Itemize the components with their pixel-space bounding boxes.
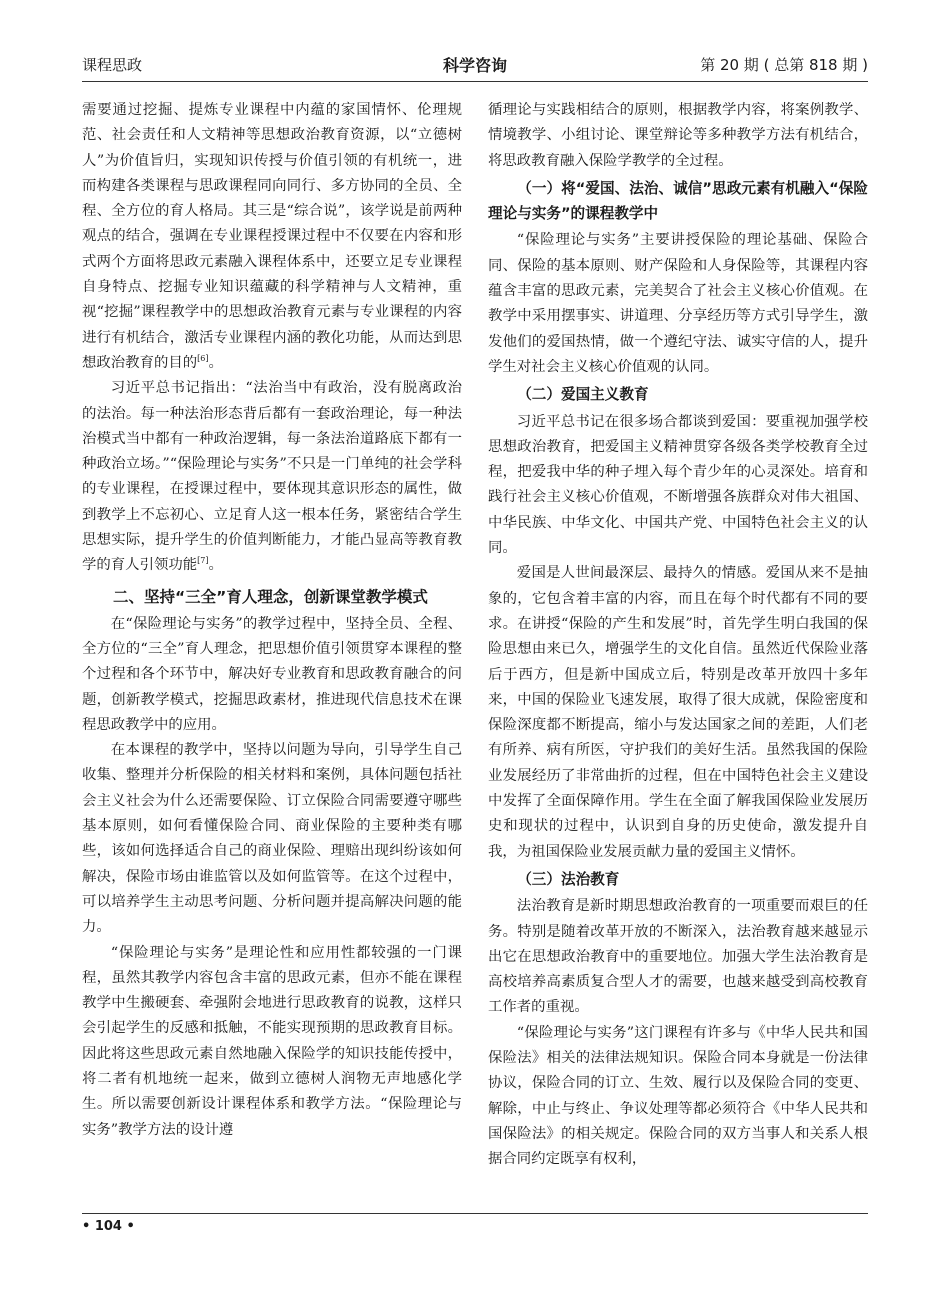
footer-rule — [82, 1213, 868, 1214]
journal-title: 科学咨询 — [442, 56, 507, 75]
paragraph: 习近平总书记指出：“法治当中有政治，没有脱离政治的法治。每一种法治形态背后都有一套政治理论，每一种法治模式当中都有一种政治逻辑，每一条法治道路底下都有一种政治立场。”“保险理论与实务”不只是一门单纯的社会学科的专业课程，在授课过程中，要体现其意识形态的属性，做到教学上不忘初心、立足育人这一根本任务，紧密结合学生思想实际，提升学生的价值判断能力，才能凸显高等教育教学的育人引领功能[7]。 — [82, 380, 462, 574]
subsection-heading: （一）将“爱国、法治、诚信”思政元素有机融入“保险理论与实务”的课程教学中 — [488, 179, 868, 223]
paragraph: 需要通过挖掘、提炼专业课程中内蕴的家国情怀、伦理规范、社会责任和人文精神等思想政治教育资源，以“立德树人”为价值旨归，实现知识传授与价值引领的有机统一，进而构建各类课程与思政课程同向同行、多方协同的全员、全程、全方位的育人格局。其三是“综合说”，该学说是前两种观点的结合，强调在专业课程授课过程中不仅要在内容和形式两个方面将思政元素融入课程体系中，还要立足专业课程自身特点、挖掘专业知识蕴藏的科学精神与人文精神，重视“挖掘”课程教学中的思想政治教育元素与专业课程的内容进行有机结合，激活专业课程内涵的教化功能，从而达到思想政治教育的目的[6]。 — [82, 102, 462, 371]
paragraph: “保险理论与实务”是理论性和应用性都较强的一门课程，虽然其教学内容包含丰富的思政元素，但亦不能在课程教学中生搬硬套、牵强附会地进行思政教育的说教，这样只会引起学生的反感和抵触，不能实现预期的思政教育目标。因此将这些思政元素自然地融入保险学的知识技能传授中，将二者有机地统一起来，做到立德树人润物无声地感化学生。所以需要创新设计课程体系和教学方法。“保险理论与实务”教学方法的设计遵 — [82, 944, 462, 1138]
paragraph: “保险理论与实务”主要讲授保险的理论基础、保险合同、保险的基本原则、财产保险和人身保险等，其课程内容蕴含丰富的思政元素，完美契合了社会主义核心价值观。在教学中采用摆事实、讲道理、分享经历等方式引导学生，激发他们的爱国热情，做一个遵纪守法、诚实守信的人，提升学生对社会主义核心价值观的认同。 — [488, 232, 868, 375]
right-column — [488, 98, 868, 1208]
citation: [6] — [197, 354, 209, 364]
paragraph: 习近平总书记在很多场合都谈到爱国：要重视加强学校思想政治教育，把爱国主义精神贯穿各级各类学校教育全过程，把爱我中华的种子埋入每个青少年的心灵深处。培育和践行社会主义核心价值观，不断增强各族群众对伟大祖国、中华民族、中华文化、中国共产党、中国特色社会主义的认同。 — [488, 413, 868, 557]
section-heading: 二、坚持“三全”育人理念，创新课堂教学模式 — [113, 587, 428, 606]
issue-info: 第 20 期 ( 总第 818 期 ) — [700, 56, 868, 74]
paragraph: 循理论与实践相结合的原则，根据教学内容，将案例教学、情境教学、小组讨论、课堂辩论等多种教学方法有机结合，将思政教育融入保险学教学的全过程。 — [488, 102, 868, 169]
left-column — [82, 98, 462, 1208]
header-rule — [82, 81, 868, 82]
citation: [7] — [197, 556, 209, 566]
subsection-heading: （二）爱国主义教育 — [517, 386, 649, 404]
page-number: • 104 • — [82, 1219, 135, 1234]
paragraph: 法治教育是新时期思想政治教育的一项重要而艰巨的任务。特别是随着改革开放的不断深入，法治教育越来越显示出它在思想政治教育中的重要地位。加强大学生法治教育是高校培养高素质复合型人才的需要，也越来越受到高校教育工作者的重视。 — [488, 898, 868, 1016]
running-header — [82, 50, 868, 80]
section-label: 课程思政 — [82, 56, 143, 74]
subsection-heading: （三）法治教育 — [517, 870, 620, 888]
paragraph: 在本课程的教学中，坚持以问题为导向，引导学生自己收集、整理并分析保险的相关材料和案例，具体问题包括社会主义社会为什么还需要保险、订立保险合同需要遵守哪些基本原则，如何看懂保险合同、商业保险的主要种类有哪些，该如何选择适合自己的商业保险、理赔出现纠纷该如何解决，保险市场由谁监管以及如何监管等。在这个过程中，可以培养学生主动思考问题、分析问题并提高解决问题的能力。 — [82, 742, 462, 936]
paragraph: 爱国是人世间最深层、最持久的情感。爱国从来不是抽象的，它包含着丰富的内容，而且在每个时代都有不同的要求。在讲授“保险的产生和发展”时，首先学生明白我国的保险思想由来已久，增强学生的文化自信。虽然近代保险业落后于西方，但是新中国成立后，特别是改革开放四十多年来，中国的保险业飞速发展，取得了很大成就，保险密度和保险深度都不断提高，缩小与发达国家之间的差距，人们老有所养、病有所医，守护我们的美好生活。虽然我国的保险业发展经历了非常曲折的过程，但在中国特色社会主义建设中发挥了全面保障作用。学生在全面了解我国保险业发展历史和现状的过程中，认识到自身的历史使命，激发提升自我，为祖国保险业发展贡献力量的爱国主义情怀。 — [488, 565, 868, 860]
paragraph: 在“保险理论与实务”的教学过程中，坚持全员、全程、全方位的“三全”育人理念，把思想价值引领贯穿本课程的整个过程和各个环节中，解决好专业教育和思政教育融合的问题，创新教学模式，挖掘思政素材，推进现代信息技术在课程思政教学中的应用。 — [82, 615, 462, 733]
paragraph: “保险理论与实务”这门课程有许多与《中华人民共和国保险法》相关的法律法规知识。保险合同本身就是一份法律协议，保险合同的订立、生效、履行以及保险合同的变更、解除，中止与终止、争议处理等都必须符合《中华人民共和国保险法》的相关规定。保险合同的双方当事人和关系人根据合同约定既享有权利， — [488, 1024, 868, 1168]
